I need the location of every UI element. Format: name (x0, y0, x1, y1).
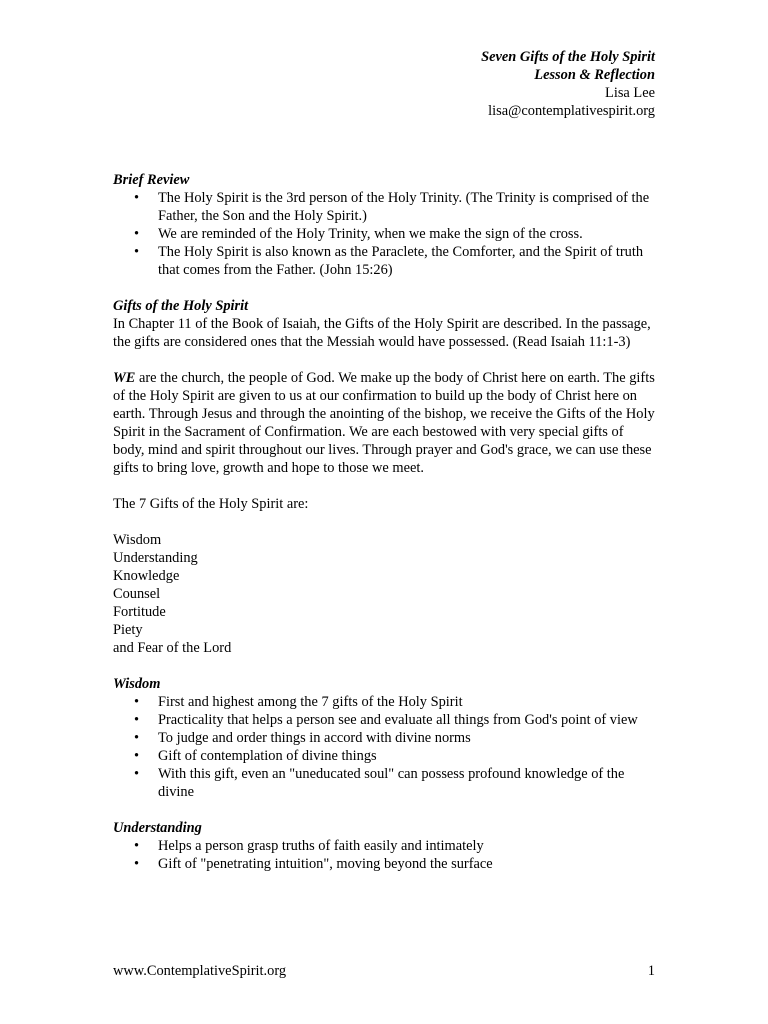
gift-item: Counsel (113, 586, 161, 602)
list-item: • First and highest among the 7 gifts of the Holy Spirit (113, 693, 658, 711)
list-item: • To judge and order things in accord with divine norms (113, 729, 658, 747)
document-subtitle: Lesson & Reflection (534, 67, 655, 83)
understanding-heading: Understanding (113, 820, 202, 836)
document-title: Seven Gifts of the Holy Spirit (481, 49, 655, 65)
page-number: 1 (647, 963, 655, 979)
wisdom-heading: Wisdom (113, 676, 161, 692)
list-item: • Gift of "penetrating intuition", moving beyond the surface (113, 855, 658, 873)
gift-item: Wisdom (113, 532, 162, 548)
gifts-list-intro: The 7 Gifts of the Holy Spirit are: (113, 496, 309, 512)
brief-review-list (113, 189, 658, 279)
list-item: • The Holy Spirit is also known as the Paraclete, the Comforter, and the Spirit of truth that comes from the Father. (John 15:26) (113, 243, 658, 279)
gifts-heading: Gifts of the Holy Spirit (113, 298, 249, 314)
document-header (481, 48, 655, 120)
footer-website: www.ContemplativeSpirit.org (113, 963, 287, 979)
gifts-list (113, 531, 658, 657)
author-email: lisa@contemplativespirit.org (488, 103, 655, 119)
gift-item: Knowledge (113, 568, 180, 584)
list-item: • Gift of contemplation of divine things (113, 747, 658, 765)
church-paragraph (113, 369, 658, 477)
list-item: • The Holy Spirit is the 3rd person of the Holy Trinity. (The Trinity is comprised of the Father, the Son and the Holy Spirit.) (113, 189, 658, 225)
isaiah-paragraph: In Chapter 11 of the Book of Isaiah, the Gifts of the Holy Spirit are described. In the passage, the gifts are considered ones that the Messiah would have possessed. (Read Isaiah 11:1-3) (113, 316, 651, 350)
list-item: • With this gift, even an "uneducated soul" can possess profound knowledge of the divine (113, 765, 658, 801)
gift-item: Fortitude (113, 604, 166, 620)
document-body (113, 171, 658, 873)
list-item: • We are reminded of the Holy Trinity, when we make the sign of the cross. (113, 225, 658, 243)
emphasis-we: WE (113, 370, 136, 386)
wisdom-list (113, 693, 658, 801)
author-name: Lisa Lee (605, 85, 655, 101)
understanding-list (113, 837, 658, 873)
gift-item: and Fear of the Lord (113, 640, 232, 656)
brief-review-heading: Brief Review (113, 172, 190, 188)
list-item: • Practicality that helps a person see and evaluate all things from God's point of view (113, 711, 658, 729)
church-paragraph-text: are the church, the people of God. We make up the body of Christ here on earth. The gifts of the Holy Spirit are given to us at our confirmation to build up the body of Christ here on earth. Through Jesus and through the anointing of the bishop, we receive the Gifts of the Holy Spirit in the Sacrament of Confirmation. We are each bestowed with very special gifts of body, mind and spirit throughout our lives. Through prayer and God's grace, we can use these gifts to bring love, growth and hope to those we meet. (113, 370, 655, 476)
gift-item: Piety (113, 622, 143, 638)
list-item: • Helps a person grasp truths of faith easily and intimately (113, 837, 658, 855)
gift-item: Understanding (113, 550, 198, 566)
